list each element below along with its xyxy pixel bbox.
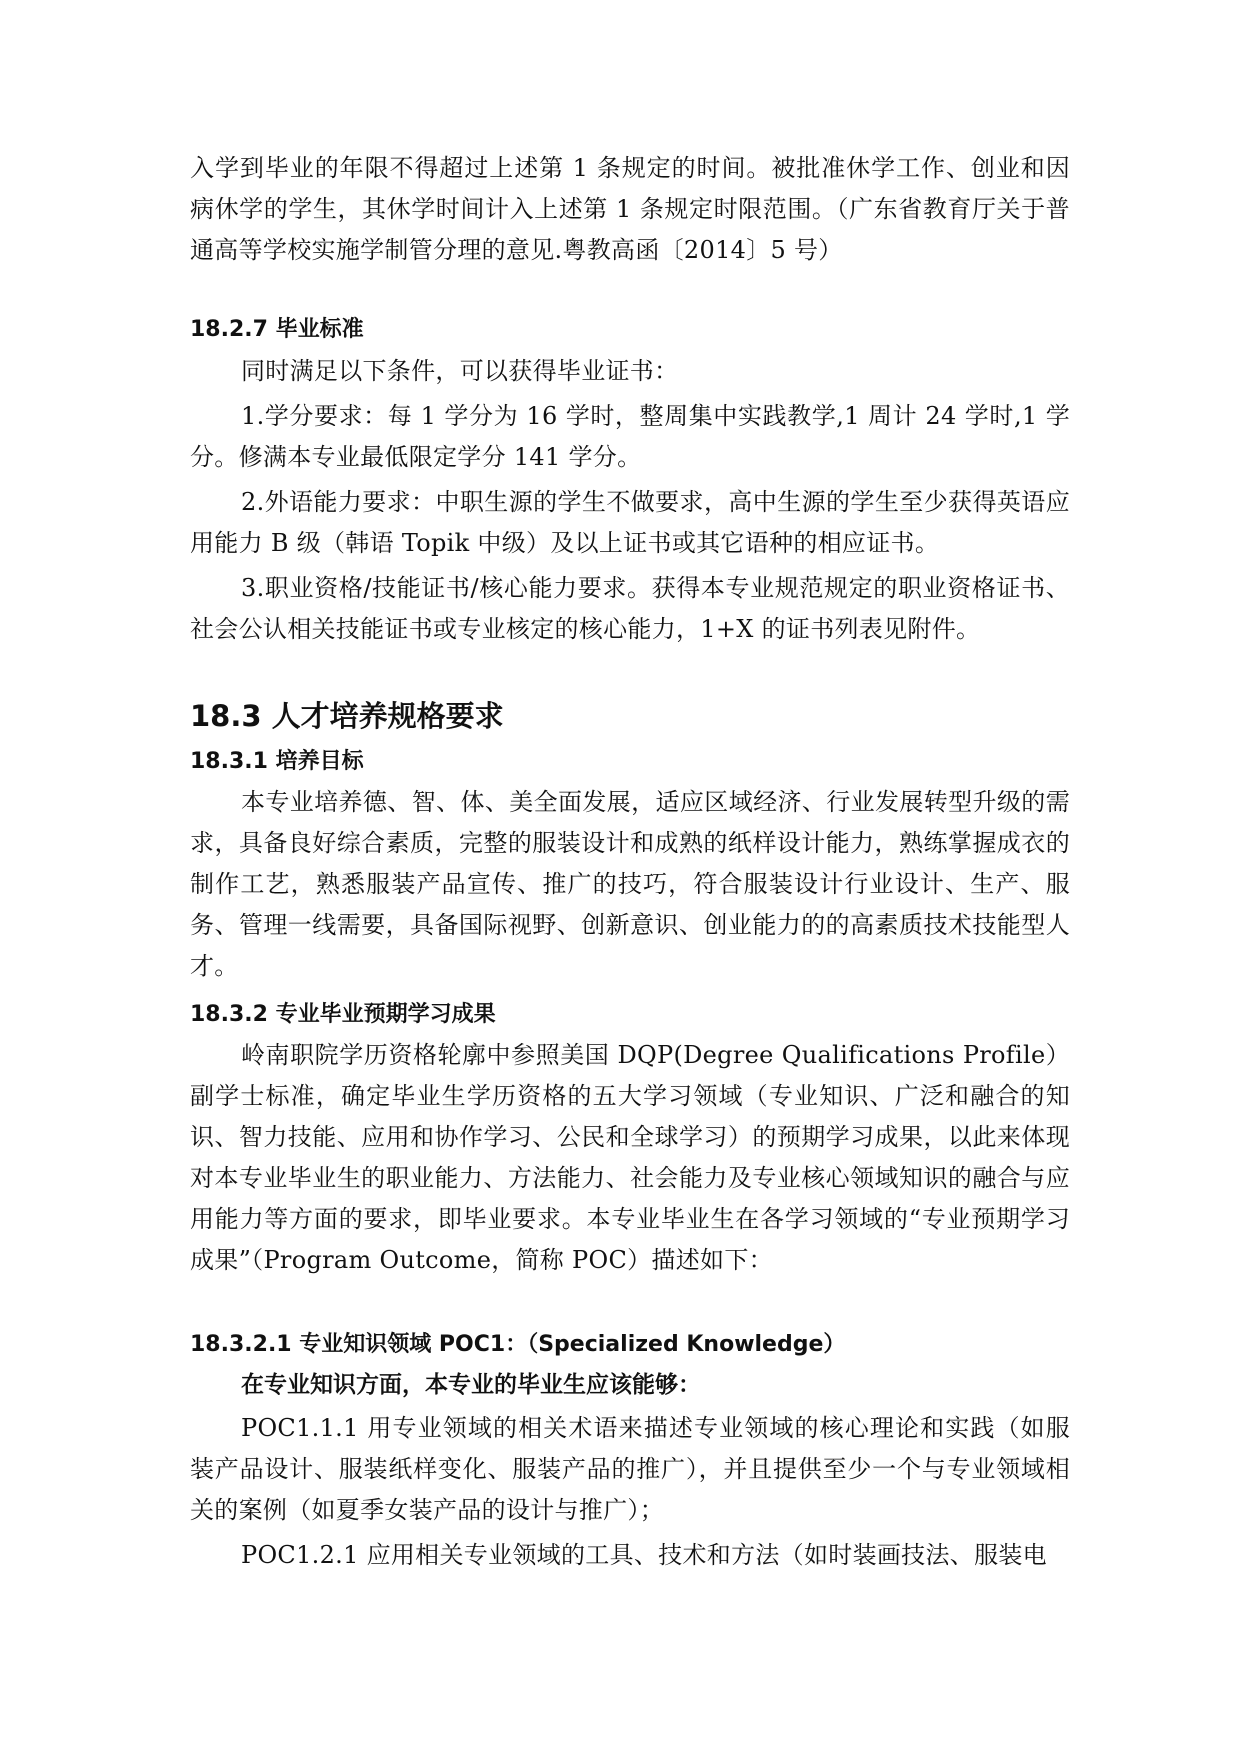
requirement-language: 2.外语能力要求：中职生源的学生不做要求，高中生源的学生至少获得英语应用能力 B 级（韩语 Topik 中级）及以上证书或其它语种的相应证书。 — [190, 488, 1070, 557]
requirement-certificates: 3.职业资格/技能证书/核心能力要求。获得本专业规范规定的职业资格证书、社会公认相关技能证书或专业核定的核心能力，1+X 的证书列表见附件。 — [190, 574, 1070, 643]
section-heading-18-3-2-1: 18.3.2.1 专业知识领域 POC1：（Specialized Knowledge） — [190, 1332, 846, 1357]
section-heading-18-3: 18.3 人才培养规格要求 — [190, 699, 504, 733]
learning-outcome-block — [190, 1035, 1070, 1281]
section-heading-18-3-2: 18.3.2 专业毕业预期学习成果 — [190, 1002, 496, 1027]
training-goal-paragraph: 本专业培养德、智、体、美全面发展，适应区域经济、行业发展转型升级的需求，具备良好综合素质，完整的服装设计和成熟的纸样设计能力，熟练掌握成衣的制作工艺，熟悉服装产品宣传、推广的技巧，符合服装设计行业设计、生产、服务、管理一线需要，具备国际视野、创新意识、创业能力的的高素质技术技能型人才。 — [190, 788, 1070, 980]
intro-paragraph-block — [190, 148, 1070, 271]
poc-1-2-1: POC1.2.1 应用相关专业领域的工具、技术和方法（如时装画技法、服装电 — [241, 1541, 1047, 1569]
section-heading-18-3-1: 18.3.1 培养目标 — [190, 749, 364, 774]
poc-1-1-1: POC1.1.1 用专业领域的相关术语来描述专业领域的核心理论和实践（如服装产品设计、服装纸样变化、服装产品的推广），并且提供至少一个与专业领域相关的案例（如夏季女装产品的设计与推广）； — [190, 1414, 1070, 1524]
requirement-credits: 1.学分要求：每 1 学分为 16 学时，整周集中实践教学,1 周计 24 学时,1 学分。修满本专业最低限定学分 141 学分。 — [190, 402, 1070, 471]
poc-items-block — [190, 1408, 1070, 1576]
specialized-knowledge-lead: 在专业知识方面，本专业的毕业生应该能够： — [241, 1372, 701, 1398]
intro-paragraph: 入学到毕业的年限不得超过上述第 1 条规定的时间。被批准休学工作、创业和因病休学的学生，其休学时间计入上述第 1 条规定时限范围。（广东省教育厅关于普通高等学校实施学制管分理的意见.粤教高函〔2014〕5 号） — [190, 154, 1070, 264]
graduation-standard-block — [190, 351, 1070, 650]
training-goal-block — [190, 782, 1070, 987]
section-heading-18-2-7: 18.2.7 毕业标准 — [190, 317, 364, 342]
learning-outcome-paragraph: 岭南职院学历资格轮廓中参照美国 DQP(Degree Qualifications Profile）副学士标准，确定毕业生学历资格的五大学习领域（专业知识、广泛和融合的知识、智力技能、应用和协作学习、公民和全球学习）的预期学习成果，以此来体现对本专业毕业生的职业能力、方法能力、社会能力及专业核心领域知识的融合与应用能力等方面的要求，即毕业要求。本专业毕业生在各学习领域的“专业预期学习成果”（Program Outcome，简称 POC）描述如下： — [190, 1041, 1070, 1274]
graduation-intro: 同时满足以下条件，可以获得毕业证书： — [241, 357, 679, 385]
